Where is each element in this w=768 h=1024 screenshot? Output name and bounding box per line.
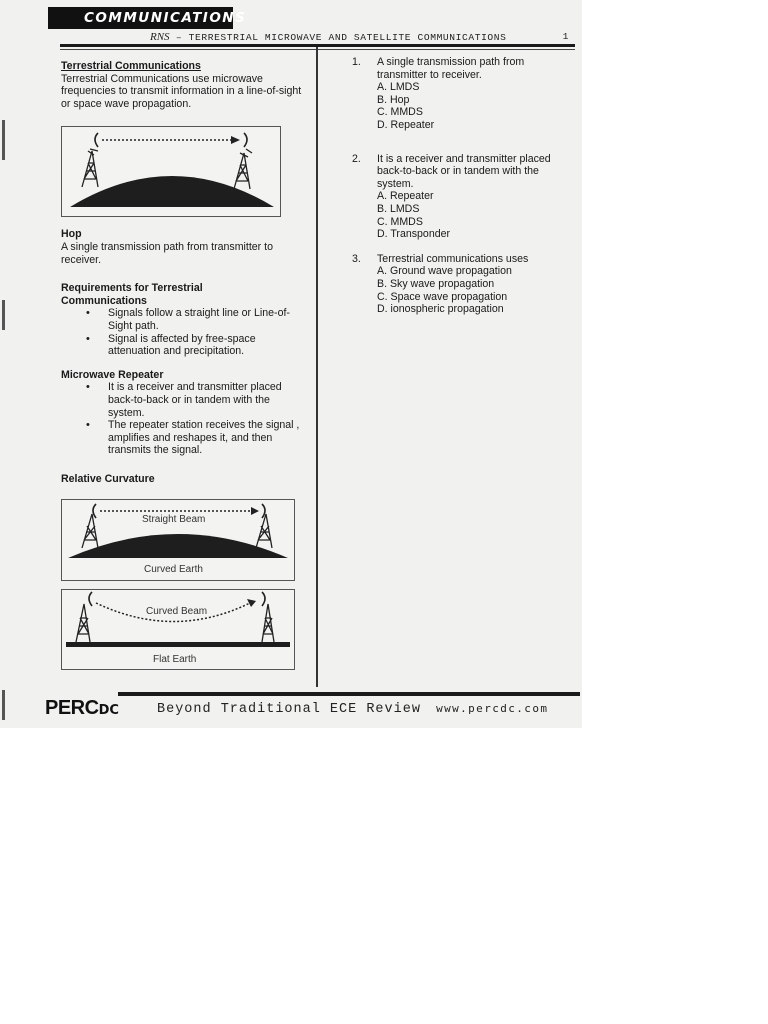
- option: A. Repeater: [377, 190, 434, 203]
- arrow-head-icon: [247, 599, 256, 607]
- tower-icon: [76, 604, 90, 642]
- tower-icon: [82, 149, 98, 187]
- percdc-logo: [45, 697, 119, 720]
- option-list: [377, 81, 580, 131]
- terrestrial-body: Terrestrial Communications use microwave frequencies to transmit information in a line-of-sight or space wave propagation.: [61, 72, 302, 110]
- left-column: [61, 60, 306, 485]
- spacer: [352, 144, 580, 153]
- straight-beam-diagram: [61, 499, 295, 581]
- spacer: [61, 266, 306, 282]
- tagline-text: Beyond Traditional ECE Review: [157, 702, 421, 717]
- antenna-dish-icon: [244, 133, 247, 147]
- list-item: • The repeater station receives the signal , amplifies and reshapes it, and then transmits the signal.: [108, 419, 308, 457]
- hop-diagram-graphic: [62, 127, 280, 216]
- requirements-list: [61, 307, 304, 357]
- option-list: [377, 190, 580, 240]
- footer-tagline: [157, 702, 548, 717]
- subtitle-text: – TERRESTRIAL MICROWAVE AND SATELLITE COMMUNICATIONS: [175, 32, 507, 43]
- footer-rule: [118, 692, 580, 696]
- arrow-head-icon: [231, 136, 240, 144]
- option: A. Ground wave propagation: [377, 265, 512, 278]
- question-number: 3.: [352, 252, 361, 265]
- scan-edge-mark: [2, 300, 5, 330]
- option-list: [377, 265, 580, 315]
- page-subtitle: [150, 31, 575, 43]
- tower-icon: [234, 149, 252, 189]
- arrow-head-icon: [251, 507, 259, 515]
- antenna-dish-icon: [262, 592, 265, 606]
- header-rule-thin: [60, 49, 575, 50]
- footer-url: www.percdc.com: [436, 702, 549, 715]
- option: B. Hop: [377, 93, 410, 106]
- list-item: • Signal is affected by free-space attenuation and precipitation.: [108, 333, 304, 358]
- questions-column: [352, 56, 580, 328]
- column-divider: [316, 47, 318, 687]
- option: D. ionospheric propagation: [377, 303, 504, 316]
- option: B. LMDS: [377, 202, 420, 215]
- question-item: [352, 153, 580, 241]
- hop-body: A single transmission path from transmitter to receiver.: [61, 240, 273, 266]
- option: C. MMDS: [377, 106, 423, 119]
- repeater-heading: Microwave Repeater: [61, 368, 164, 381]
- spacer: [61, 457, 306, 473]
- option: D. Transponder: [377, 228, 451, 241]
- antenna-dish-icon: [89, 592, 92, 606]
- question-text: It is a receiver and transmitter placed back-to-back or in tandem with the system.: [377, 152, 551, 190]
- header-rule: [60, 44, 575, 47]
- hop-heading: Hop: [61, 228, 82, 241]
- scan-edge-mark: [2, 690, 5, 720]
- antenna-dish-icon: [93, 504, 96, 518]
- flat-earth-bar: [66, 642, 290, 647]
- question-text: A single transmission path from transmitter to receiver.: [377, 56, 525, 81]
- question-number: 2.: [352, 152, 361, 165]
- option: A. LMDS: [377, 81, 420, 94]
- section-tag: COMMUNICATIONS: [48, 7, 233, 29]
- tower-icon: [262, 604, 274, 642]
- logo-suffix: DC: [98, 703, 119, 718]
- curved-earth-label: Curved Earth: [144, 564, 203, 575]
- question-number: 1.: [352, 56, 361, 68]
- option: B. Sky wave propagation: [377, 277, 495, 290]
- option: C. MMDS: [377, 215, 423, 228]
- earth-curve: [68, 534, 288, 558]
- scan-edge-mark: [2, 120, 5, 160]
- straight-beam-label: Straight Beam: [142, 514, 206, 525]
- subtitle-prefix: RNS: [150, 31, 170, 43]
- curvature-heading: Relative Curvature: [61, 472, 155, 485]
- list-item: • It is a receiver and transmitter placed back-to-back or in tandem with the system.: [108, 381, 308, 419]
- option: C. Space wave propagation: [377, 290, 508, 303]
- option: D. Repeater: [377, 118, 435, 131]
- curved-beam-label: Curved Beam: [146, 606, 208, 617]
- question-text: Terrestrial communications uses: [377, 252, 529, 265]
- antenna-dish-icon: [95, 133, 98, 147]
- terrestrial-heading: Terrestrial Communications: [61, 60, 201, 72]
- page-number: 1: [562, 31, 569, 42]
- tower-icon: [256, 514, 272, 548]
- list-item: • Signals follow a straight line or Line-of-Sight path.: [108, 307, 304, 332]
- flat-earth-label: Flat Earth: [153, 654, 197, 665]
- question-item: [352, 56, 580, 132]
- tower-icon: [82, 514, 98, 548]
- requirements-heading: Requirements for Terrestrial Communications: [61, 282, 203, 307]
- spacer: [61, 358, 306, 369]
- question-item: [352, 253, 580, 316]
- hop-diagram: [61, 126, 281, 217]
- repeater-list: [61, 381, 308, 457]
- curved-beam-diagram: [61, 589, 295, 670]
- logo-main: PERC: [45, 697, 99, 719]
- antenna-dish-icon: [262, 504, 265, 518]
